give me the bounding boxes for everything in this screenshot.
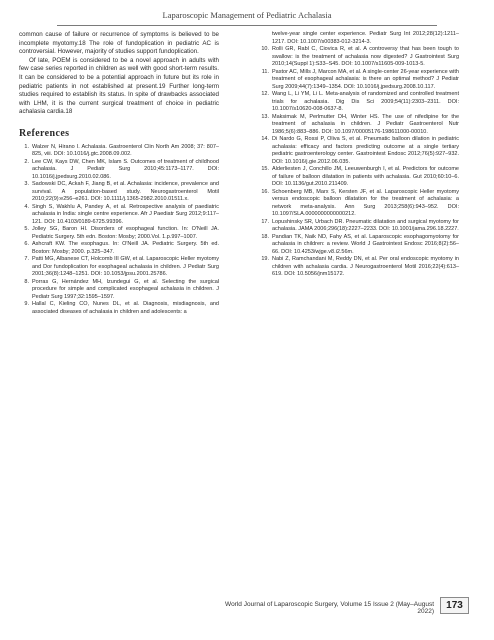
reference-item: 1. Walzer N, Hirano I. Achalasia. Gastroenterol Clin North Am 2008; 37: 807–825, viii. DOI: 10.1016/j.gtc.2008.09.002. [24, 143, 219, 158]
page-number: 173 [440, 597, 469, 614]
running-head: Laparoscopic Management of Pediatric Achalasia [162, 10, 332, 20]
reference-item: 14. Di Nardo G, Rossi P, Oliva S, et al. Pneumatic balloon dilation in pediatric achalasia: efficacy and factors predicting outcome at a single tertiary pediatric gastroenterology center. Gastrointest Endosc 2012;76(5):927–932. DOI: 10.1016/j.gie.2012.06.035. [261, 136, 459, 165]
reference-item: 11. Pastor AC, Mills J, Marcon MA, et al. A single-center 26-year experience with treatment of esophageal achalasia: is there an optimal method? J Pediatr Surg 2009;44(7):1349–1354. DOI: 10.1016/j.jpedsurg.2008.10.117. [261, 68, 459, 90]
reference-item: 15. Alderliesten J, Conchillo JM, Leeuwenburgh I, et al. Predictors for outcome of failure of balloon dilatation in patients with achalasia. Gut 2010;60:10–6. DOI: 10.1136/gut.2010.211409. [261, 166, 459, 187]
journal-footer: World Journal of Laparoscopic Surgery, Volume 15 Issue 2 (May–August 2022) [225, 601, 434, 615]
reference-item: 2. Lee CW, Kays DW, Chen MK, Islam S. Outcomes of treatment of childhood achalasia. J Pediatr Surg 2010;45:1173–1177. DOI: 10.1016/j.jpedsurg.2010.02.086. [24, 158, 219, 180]
references-heading: References [19, 127, 70, 139]
reference-item: 6. Ashcraft KW. The esophagus. In: O'Neill JA. Pediatric Surgery. 5th ed. Boston: Mosby; 2000. p.325–347. [24, 241, 219, 255]
reference-item: 12. Wang L, Li YM, Li L. Meta-analysis of randomized and controlled treatment trials for achalasia. Dig Dis Sci 2009;54(11):2303–2311. DOI: 10.1007/s10620-008-0637-8. [261, 91, 459, 112]
reference-item: 9. Hallal C, Kieling CO, Nunes DL, et al. Diagnosis, misdiagnosis, and associated diseases of achalasia in children and adolescents: a [24, 301, 219, 315]
body-paragraph: common cause of failure or recurrence of symptoms is believed to be incomplete myotomy.18 The role of fundoplication in pediatric AC is controversial. However, majority of studies support fundoplication. [19, 31, 219, 56]
reference-continuation: twelve-year single center experience. Pediatr Surg Int 2012;28(12):1211–1217. DOI: 10.1007/s00383-012-3214-3. [272, 31, 459, 45]
reference-item: 10. Rolli GR, Rabl C, Ciovica R, et al. A controversy that has been tough to swallow: is the treatment of achalasia now digested? J Gastrointest Surg 2010;14(Suppl 1):S33–S45. DOI: 10.1007/s11605-009-1013-5. [261, 46, 459, 67]
reference-item: 17. Lopushinsky SR, Urbach DR. Pneumatic dilatation and surgical myotomy for achalasia. JAMA 2006;296(18):2227–2233. DOI: 10.1001/jama.296.18.2227. [261, 218, 459, 232]
reference-item: 16. Schoenberg MB, Marx S, Kersten JF, et al. Laparoscopic Heller myotomy versus endoscopic balloon dilatation for the treatment of achalasia: a network meta-analysis. Ann Surg 2013;258(6):943–952. DOI: 10.1097/SLA.0000000000000212. [261, 188, 459, 217]
reference-item: 7. Patti MG, Albanese CT, Holcomb III GW, et al. Laparoscopic Heller myotomy and Dor fundoplication for esophageal achalasia in children. J Pediatr Surg 2001;36(8):1248–1251. DOI: 10.1053/jpsu.2001.25786. [24, 256, 219, 278]
reference-item: 5. Jolley SG, Baron HI. Disorders of esophageal function. In: O'Neill JA. Pediatric Surgery. 5th edn. Boston: Mosby; 2000.Vol. 1.p.997–1007. [24, 226, 219, 240]
reference-item: 13. Maksimak M, Perlmutter DH, Winter HS. The use of nifedipine for the treatment of achalasia in children. J Pediatr Gastroenterol Nutr 1986;5(6):883–886. DOI: 10.1097/00005176-198611000-00010. [261, 113, 459, 135]
left-column [19, 31, 219, 316]
reference-item: 3. Sadowski DC, Ackah F, Jiang B, et al. Achalasia: incidence, prevalence and survival. A population-based study. Neurogastroenterol Motil 2010;22(9):e256–e261. DOI: 10.1111/j.1365-2982.2010.01511.x. [24, 181, 219, 203]
reference-item: 4. Singh S, Wakhlu A, Pandey A, et al. Retrospective analysis of paediatric achalasia in India: single centre experience. Afr J Paediatr Surg 2012;9:117–121. DOI: 10.4103/0189-6725.99396. [24, 203, 219, 225]
reference-list [259, 31, 459, 279]
body-paragraph: Of late, POEM is considered to be a novel approach in adults with few case series reported in children as well with good short-term results. It can be considered to be a potential approach in future but its role in pediatric patients in not established at present.19 Further long-term studies required to establish its status. In spite of drawbacks associated with LHM, it is the current surgical treatment of choice in pediatric achalasia cardia.18 [19, 56, 219, 116]
reference-item: 8. Porras G, Hernández MH, Izundegui G, et al. Selecting the surgical procedure for simple and complicated esophageal achalasia in children. J Pediatr Surg 1997;32:1595–1597. [24, 278, 219, 300]
header-divider [57, 25, 437, 26]
right-column [259, 31, 459, 279]
reference-item: 19. Nabi Z, Ramchandani M, Reddy DN, et al. Per oral endoscopic myotomy in children with achalasia cardia. J Neurogastroenterol Motil 2016;22(4):613–619. DOI: 10.5056/jnm15172. [261, 256, 459, 277]
reference-list [19, 144, 219, 317]
reference-item: 18. Pandian TK, Naik ND, Fahy AS, et al. Laparoscopic esophagomyotomy for achalasia in children: a review. World J Gastrointest Endosc 2016;8(2):56–66. DOI: 10.4253/wjge.v8.i2.56m. [261, 233, 459, 255]
